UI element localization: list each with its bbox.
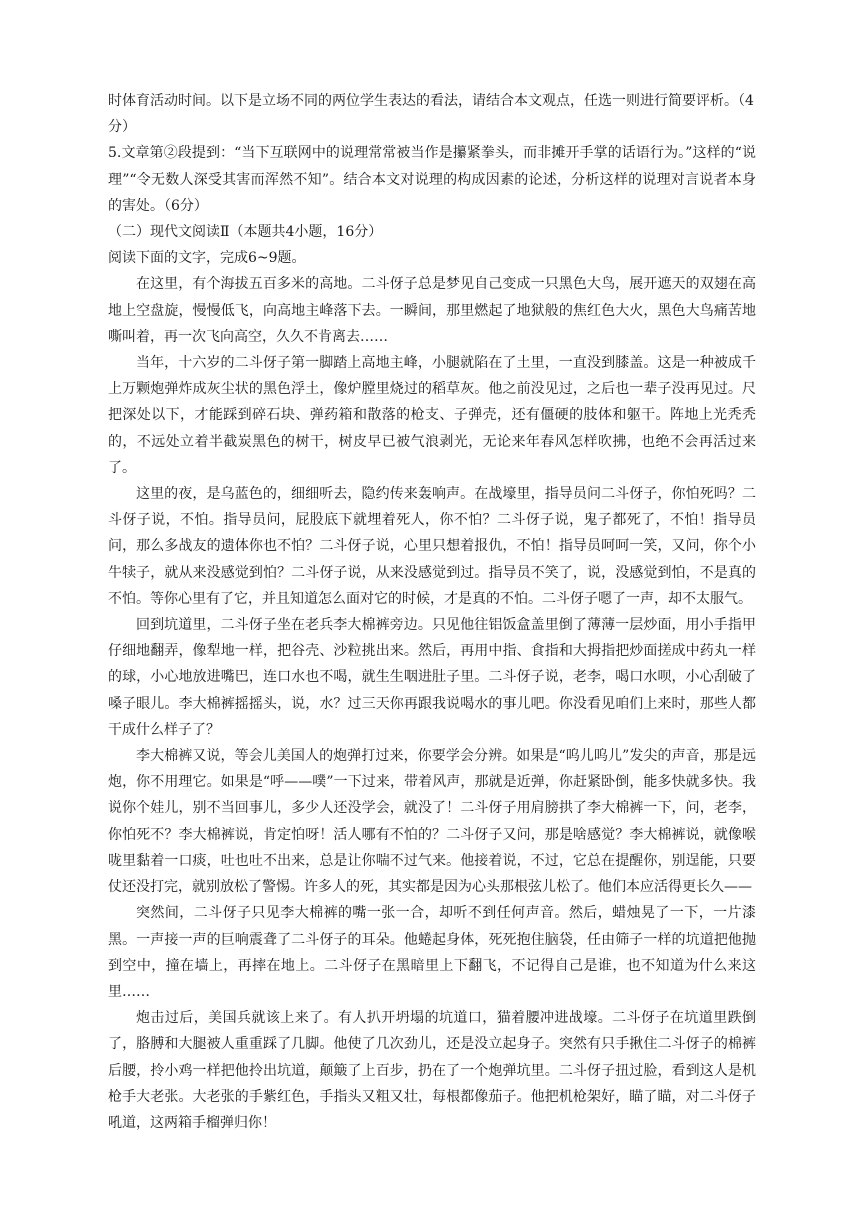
story-paragraph: 当年，十六岁的二斗伢子第一脚踏上高地主峰，小腿就陷在了土里，一直没到膝盖。这是一种被成千上万颗炮弹炸成灰尘状的黑色浮土，像炉膛里烧过的稻草灰。他之前没见过，之后也一辈子没再见过。尺把深处以下，才能踩到碎石块、弹药箱和散落的枪支、子弹壳，还有僵硬的肢体和躯干。阵地上光秃秃的，不远处立着半截炭黑色的树干，树皮早已被气浪剥光，无论来年春风怎样吹拂，也绝不会再活过来了。 (108, 355, 756, 476)
story-paragraph: 李大棉裤又说，等会儿美国人的炮弹打过来，你要学会分辨。如果是“呜儿呜儿”发尖的声音，那是远炮，你不用理它。如果是“呼——噗”一下过来，带着风声，那就是近弹，你赶紧卧倒，能多快就多快。我说你个娃儿，别不当回事儿，多少人还没学会，就没了！二斗伢子用肩膀拱了李大棉裤一下，问，老李，你怕死不？李大棉裤说，肯定怕呀！活人哪有不怕的？二斗伢子又问，那是啥感觉？李大棉裤说，就像喉咙里黏着一口痰，吐也吐不出来，总是让你喘不过气来。他接着说，不过，它总在提醒你，别逞能，只要仗还没打完，就别放松了警惕。许多人的死，其实都是因为心头那根弦儿松了。他们本应活得更长久—— (108, 748, 756, 896)
story-paragraph: 在这里，有个海拔五百多米的高地。二斗伢子总是梦见自己变成一只黑色大鸟，展开遮天的双翅在高地上空盘旋，慢慢低飞，向高地主峰落下去。一瞬间，那里燃起了地狱般的焦红色大火，黑色大鸟痛苦地嘶叫着，再一次飞向高空，久久不肯离去…… (108, 276, 756, 345)
section-title: （二）现代文阅读Ⅱ（本题共4小题，16分） (108, 224, 383, 241)
question-5: 5.文章第②段提到：“当下互联网中的说理常常被当作是攥紧拳头，而非摊开手掌的话语行为。”这样的“说理”“令无数人深受其害而浑然不知”。结合本文对说理的构成因素的论述，分析这样的说理对言说者本身的害处。（6分） (108, 145, 756, 214)
story-paragraph: 回到坑道里，二斗伢子坐在老兵李大棉裤旁边。只见他往铝饭盒盖里倒了薄薄一层炒面，用小手指甲仔细地翻弄，像犁地一样，把谷壳、沙粒挑出来。然后，再用中指、食指和大拇指把炒面搓成中药丸一样的球，小心地放进嘴巴，连口水也不喝，就生生咽进肚子里。二斗伢子说，老李，喝口水呗，小心刮破了嗓子眼儿。李大棉裤摇摇头，说，水？过三天你再跟我说喝水的事儿吧。你没看见咱们上来时，那些人都干成什么样子了？ (108, 617, 756, 738)
story-paragraph: 这里的夜，是乌蓝色的，细细听去，隐约传来轰响声。在战壕里，指导员问二斗伢子，你怕死吗？二斗伢子说，不怕。指导员问，屁股底下就埋着死人，你不怕？二斗伢子说，鬼子都死了，不怕！指导员问，那么多战友的遗体你也不怕？二斗伢子说，心里只想着报仇，不怕！指导员呵呵一笑，又问，你个小牛犊子，就从来没感觉到怕？二斗伢子说，从来没感觉到过。指导员不笑了，说，没感觉到怕，不是真的不怕。等你心里有了它，并且知道怎么面对它的时候，才是真的不怕。二斗伢子嗯了一声，却不太服气。 (108, 486, 756, 607)
intro-line-1: 时体育活动时间。以下是立场不同的两位学生表达的看法，请结合本文观点，任选一则进行简要评析。（4 (108, 93, 754, 109)
story-paragraph: 炮击过后，美国兵就该上来了。有人扒开坍塌的坑道口，猫着腰冲进战壕。二斗伢子在坑道里跌倒了，胳膊和大腿被人重重踩了几脚。他使了几次劲儿，还是没立起身子。突然有只手揪住二斗伢子的棉裤后腰，拎小鸡一样把他拎出坑道，颠簸了上百步，扔在了一个炮弹坑里。二斗伢子扭过脸，看到这人是机枪手大老张。大老张的手紫红色，手指头又粗又壮，每根都像茄子。他把机枪架好，瞄了瞄，对二斗伢子吼道，这两箱手榴弹归你！ (108, 1010, 756, 1131)
reading-instruction: 阅读下面的文字，完成6~9题。 (108, 250, 306, 267)
intro-line-2: 分） (108, 119, 136, 136)
story-paragraph: 突然间，二斗伢子只见李大棉裤的嘴一张一合，却听不到任何声音。然后，蜡烛晃了一下，一片漆黑。一声接一声的巨响震聋了二斗伢子的耳朵。他蜷起身体，死死抱住脑袋，任由筛子一样的坑道把他抛到空中，撞在墙上，再摔在地上。二斗伢子在黑暗里上下翻飞，不记得自己是谁，也不知道为什么来这里…… (108, 905, 756, 1000)
